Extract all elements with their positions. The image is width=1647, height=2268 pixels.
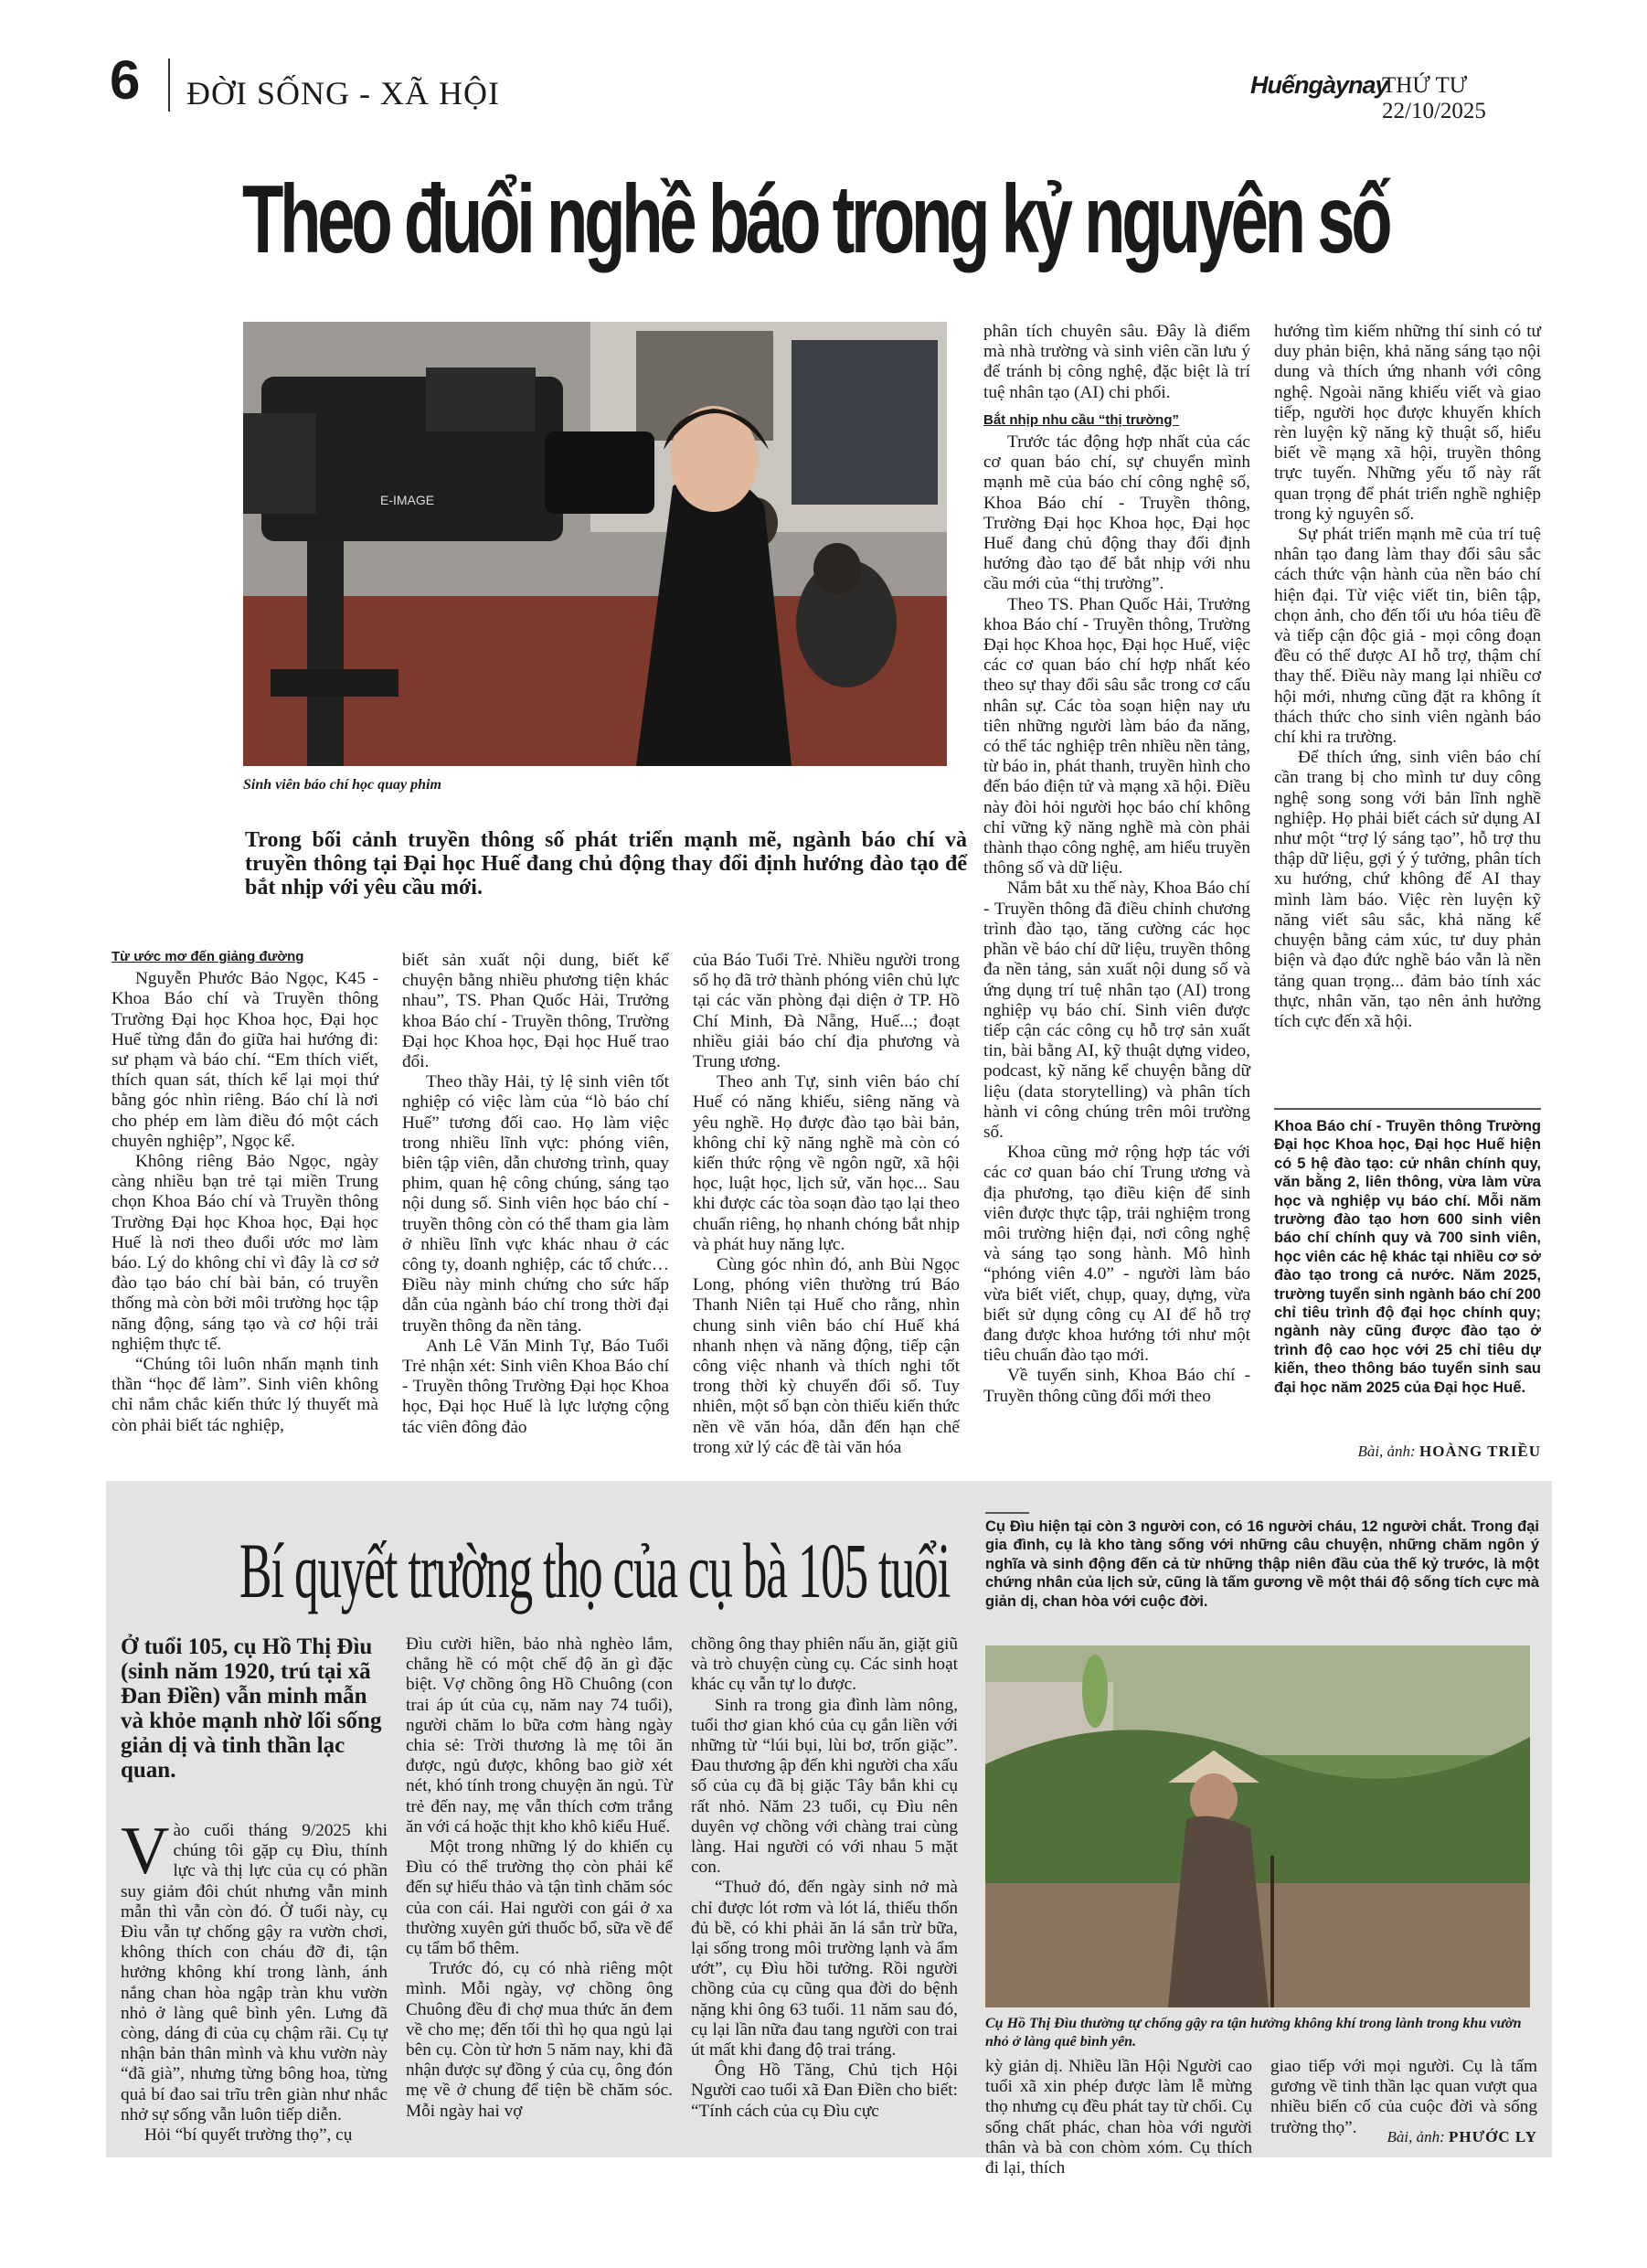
paragraph: Để thích ứng, sinh viên báo chí cần trang bị cho mình tư duy công nghệ song song với bản lĩnh nghề nghiệp. Họ phải biết cách sử dụng AI như một “trợ lý sáng tạo”, hỗ trợ thu thập dữ liệu, gợi ý ý tưởng, phân tích xu hướng, chứ không để AI thay mình làm báo. Việc rèn luyện kỹ năng viết sâu sắc, khả năng kể chuyện bằng cảm xúc, tư duy phản biện và đạo đức nghề báo vẫn là nền tảng quan trọng... đảm bảo tính xác thực, nhân văn, tạo nên ảnh hưởng tích cực đến xã hội. [1274, 748, 1541, 1031]
article2-lead: Ở tuổi 105, cụ Hồ Thị Đìu (sinh năm 1920, trú tại xã Đan Điền) vẫn minh mẫn và khỏe mạnh nhờ lối sống giản dị và tinh thần lạc quan. [121, 1634, 382, 1783]
paragraph: Hỏi “bí quyết trường thọ”, cụ [144, 2125, 353, 2146]
paragraph: phân tích chuyên sâu. Đây là điểm mà nhà trường và sinh viên cần lưu ý để tránh bị công nghệ, đặc biệt là trí tuệ nhân tạo (AI) chi phối. [983, 322, 1250, 402]
article2-col4 [985, 2057, 1252, 2178]
article1-col3 [693, 951, 960, 1458]
paragraph: biết sản xuất nội dung, biết kể chuyện bằng nhiều phương tiện khác nhau”, TS. Phan Quốc Hải, Trưởng khoa Báo chí - Truyền thông, Trường Đại học Khoa học, Đại học Huế trao đổi. [402, 951, 669, 1072]
paragraph: Trước đó, cụ có nhà riêng một mình. Mỗi ngày, vợ chồng ông Chuông đều đi chợ mua thức ăn đem về cho mẹ; đến tối thì họ qua ngủ lại bên cụ. Còn từ hơn 5 năm nay, khi đã nhận được sự đồng ý của cụ, ông đón mẹ về ở chung để tiện bề chăm sóc. Mỗi ngày hai vợ [406, 1959, 673, 2121]
article2-title: Bí quyết trường thọ của cụ bà 105 tuổi [239, 1527, 951, 1614]
paragraph: “Thuở đó, đến ngày sinh nở mà chỉ được lót rơm và lót lá, thiếu thốn đủ bề, có khi phải ăn lá sắn trừ bữa, lại sống trong môi trường lạnh và ẩm ướt”, cụ Đìu hồi tưởng. Rồi người chồng của cụ cũng qua đời do bệnh nặng khi ông 63 tuổi. 11 năm sau đó, cụ lại lần nữa đau tang người con trai út mất khi đang độ trai tráng. [691, 1878, 958, 2060]
paragraph: Sinh ra trong gia đình làm nông, tuổi thơ gian khó của cụ gắn liền với những từ “lúi bụi, lùi bơ, trốn giặc”. Đau thương ập đến khi người cha xấu số của cụ đã bị giặc Tây bắn khi cụ rất nhỏ. Năm 23 tuổi, cụ Đìu nên duyên vợ chồng với chàng trai cùng làng. Hai người có với nhau 5 mặt con. [691, 1695, 958, 1878]
paragraph: Cùng góc nhìn đó, anh Bùi Ngọc Long, phóng viên thường trú Báo Thanh Niên tại Huế cho rằng, nhìn chung sinh viên báo chí Huế khá nhanh nhẹn và năng động, tiếp cận công việc nhanh và thích nghi tốt trong thời kỳ chuyển đổi số. Tuy nhiên, một số bạn còn thiếu kiến thức nền về văn hóa, dẫn đến hạn chế trong xử lý các đề tài văn hóa [693, 1255, 960, 1457]
article1-col1 [112, 940, 378, 1436]
article1-byline [1274, 1443, 1541, 1461]
student-camera-photo [243, 322, 947, 766]
article2-col1 [121, 1814, 388, 2146]
paragraph-text: ào cuối tháng 9/2025 khi chúng tôi gặp cụ Đìu, thính lực và thị lực của cụ có phần suy giảm đôi chút nhưng vẫn minh mẫn thì vẫn còn đó. Ở tuổi này, cụ Đìu vẫn tự chống gậy ra vườn chơi, không thích con cháu đỡ đi, tận hưởng không khí trong lành, ánh nắng chan hòa ngập tràn khu vườn nhỏ ở làng quê bình yên. Lưng đã còng, dáng đi của cụ chậm rãi. Cụ tự nhận bản thân mình và khu vườn này “đã già”, nhưng từng bông hoa, từng quả bí đao sai trĩu trên giàn như nhắc nhở sự sống vẫn luôn tiếp diễn. [121, 1821, 388, 2124]
article2-col5 [1270, 2057, 1537, 2138]
byline-prefix: Bài, ảnh: [1387, 2128, 1445, 2146]
subhead-market: Bắt nhịp nhu cầu “thị trường” [983, 411, 1180, 428]
section-title: ĐỜI SỐNG - XÃ HỘI [186, 75, 500, 112]
paragraph: Theo anh Tự, sinh viên báo chí Huế có năng khiếu, siêng năng và yêu nghề. Họ được đào tạo bài bản, không chỉ kỹ năng nghề mà còn có kiến thức rộng về ngôn ngữ, xã hội học, luật học, lịch sử, văn học... Sau khi được các tòa soạn đào tạo lại theo chuẩn riêng, họ nhanh chóng bắt nhịp và phát huy năng lực. [693, 1072, 960, 1254]
paragraph: Ông Hồ Tăng, Chủ tịch Hội Người cao tuổi xã Đan Điền cho biết: “Tính cách của cụ Đìu cực [691, 2060, 958, 2121]
camera-brand-label: E-IMAGE [380, 493, 435, 507]
byline-author: PHƯỚC LY [1449, 2128, 1537, 2146]
paragraph: Nắm bắt xu thế này, Khoa Báo chí - Truyền thông đã điều chỉnh chương trình đào tạo, tăng cường các học phần về báo chí dữ liệu, truyền thông đa nền tảng, sản xuất nội dung số và ứng dụng trí tuệ nhân tạo (AI) trong nghiệp vụ báo chí. Sinh viên được tiếp cận các công cụ hỗ trợ sản xuất tin, bài bằng AI, kỹ thuật dựng video, podcast, kỹ năng kể chuyện bằng dữ liệu (data storytelling) và phân tích hành vi công chúng trên môi trường số. [983, 878, 1250, 1142]
paragraph [121, 1814, 388, 2125]
paragraph: Một trong những lý do khiến cụ Đìu có thể trường thọ còn phải kể đến sự hiếu thảo và tận tình chăm sóc của con cái. Hai người con gái ở xa thường xuyên gửi thuốc bổ, sữa về để cụ tẩm bổ thêm. [406, 1837, 673, 1959]
paragraph: chồng ông thay phiên nấu ăn, giặt giũ và trò chuyện cùng cụ. Các sinh hoạt khác cụ vẫn tự lo được. [691, 1634, 958, 1695]
paragraph: Về tuyển sinh, Khoa Báo chí - Truyền thông cũng đổi mới theo [983, 1366, 1250, 1406]
article2-photo-caption: Cụ Hồ Thị Đìu thường tự chống gậy ra tận hưởng không khí trong lành trong khu vườn nhỏ ở làng quê bình yên. [985, 2016, 1522, 2050]
paragraph: Sự phát triển mạnh mẽ của trí tuệ nhân tạo đang làm thay đổi sâu sắc cách thức vận hành của nền báo chí hiện đại. Từ việc viết tin, biên tập, chọn ảnh, cho đến tối ưu hóa tiêu đề và tiếp cận độc giả - mọi công đoạn đều có thể được AI hỗ trợ, thậm chí thay thế. Điều này mang lại nhiều cơ hội mới, nhưng cũng đặt ra không ít thách thức cho sinh viên ngành báo chí khi ra trường. [1274, 525, 1541, 748]
byline-author: HOÀNG TRIỀU [1419, 1443, 1541, 1460]
article1-box-divider [1274, 1108, 1541, 1110]
paragraph: Trước tác động hợp nhất của các cơ quan báo chí, sự chuyển mình mạnh mẽ của báo chí công nghệ số, Khoa Báo chí - Truyền thông, Trường Đại học Khoa học, Đại học Huế đang chủ động thay đổi định hướng đào tạo để bắt nhịp với nhu cầu mới của “thị trường”. [983, 432, 1250, 594]
paragraph: hướng tìm kiếm những thí sinh có tư duy phản biện, khả năng sáng tạo nội dung và thích ứng nhanh với công nghệ. Ngoài năng khiếu viết và giao tiếp, người học được khuyến khích rèn luyện kỹ năng kỹ thuật số, hiểu biết về mạng xã hội, truyền thông trực tuyến. Những yếu tố này rất quan trọng để phát triển nghề nghiệp trong kỷ nguyên số. [1274, 322, 1541, 524]
paragraph: Không riêng Bảo Ngọc, ngày càng nhiều bạn trẻ tại miền Trung chọn Khoa Báo chí và Truyền thông Trường Đại học Khoa học, Đại học Huế là nơi theo đuổi ước mơ làm báo. Lý do không chỉ vì đây là cơ sở đào tạo báo chí bài bản, có truyền thống mà còn bởi môi trường học tập năng động, sáng tạo và cơ hội trải nghiệm thực tế. [112, 1152, 378, 1354]
elderly-woman-photo [985, 1645, 1530, 2007]
subhead-dream: Từ ước mơ đến giảng đường [112, 949, 304, 964]
article2-byline [1270, 2128, 1537, 2146]
byline-prefix: Bài, ảnh: [1357, 1443, 1416, 1460]
article2-col2 [406, 1634, 673, 2122]
article2-col3 [691, 1634, 958, 2122]
page-header [110, 51, 1563, 124]
paragraph: Theo TS. Phan Quốc Hải, Trưởng khoa Báo chí - Truyền thông, Trường Đại học Khoa học, Đại học Huế, việc các cơ quan báo chí hợp nhất kéo theo sự thay đổi sâu sắc trong cơ cấu nhân sự. Các tòa soạn hiện nay ưu tiên những người làm báo đa năng, có thể tác nghiệp trên nhiều nền tảng, từ báo in, phát thanh, truyền hình cho đến báo điện tử và mạng xã hội. Điều này đòi hỏi người học báo chí không chỉ vững kỹ năng nghề mà còn phải thành thạo công nghệ, am hiểu truyền thông số và dữ liệu. [983, 594, 1250, 878]
article2-info-box: Cụ Đìu hiện tại còn 3 người con, có 16 người cháu, 12 người chắt. Trong đại gia đình, cụ là kho tàng sống với những câu chuyện, những chăm ngôn ý nghĩa và sinh động đến cả từ những thập niên đầu của thế kỷ trước, là một chứng nhân của lịch sử, cũng là tấm gương về một thái độ sống tích cực mà giản dị, chan hòa với cuộc đời. [985, 1518, 1539, 1610]
paragraph: Theo thầy Hải, tỷ lệ sinh viên tốt nghiệp có việc làm của “lò báo chí Huế” tương đối cao. Họ làm việc trong nhiều lĩnh vực: phóng viên, biên tập viên, dẫn chương trình, quay phim, quan hệ công chúng, sáng tạo nội dung số. Sinh viên học báo chí - truyền thông còn có thể tham gia làm ở nhiều lĩnh vực khác nhau ở các công ty, doanh nghiệp, các tổ chức… Điều này minh chứng cho sức hấp dẫn của ngành báo chí trong thời đại truyền thông đa nền tảng. [402, 1072, 669, 1336]
article1-photo-caption: Sinh viên báo chí học quay phim [243, 777, 441, 793]
paragraph: kỳ giản dị. Nhiều lần Hội Người cao tuổi xã xin phép được làm lễ mừng thọ nhưng cụ đều phát tay từ chối. Cụ sống chất phác, chan hòa với người thân và bà con chòm xóm. Cụ thích đi lại, thích [985, 2057, 1252, 2178]
article1-info-box: Khoa Báo chí - Truyền thông Trường Đại học Khoa học, Đại học Huế hiện có 5 hệ đào tạo: cử nhân chính quy, văn bằng 2, liên thông, vừa làm vừa học và nghiệp vụ báo chí. Mỗi năm trường đào tạo hơn 600 sinh viên báo chí chính quy và 700 sinh viên, học viên các hệ khác tại nhiều cơ sở đào tạo trong cả nước. Năm 2025, trường tuyển sinh ngành báo chí 200 chỉ tiêu trình độ đại học chính quy; ngành này cũng được đào tạo ở trình độ cao học với 25 chỉ tiêu dự kiến, theo thông báo tuyển sinh sau đại học năm 2025 của Đại học Huế. [1274, 1118, 1541, 1396]
article2-box-divider [985, 1512, 1029, 1514]
paragraph: của Báo Tuổi Trẻ. Nhiều người trong số họ đã trở thành phóng viên chủ lực tại các văn phòng đại diện ở TP. Hồ Chí Minh, Đà Nẵng, Huế...; đoạt nhiều giải báo chí địa phương và Trung ương. [693, 951, 960, 1072]
article1-col5 [1274, 322, 1541, 1032]
paragraph: “Chúng tôi luôn nhấn mạnh tinh thần “học để làm”. Sinh viên không chỉ nắm chắc kiến thức lý thuyết mà còn phải biết tác nghiệp, [112, 1355, 378, 1435]
paragraph: Khoa cũng mở rộng hợp tác với các cơ quan báo chí Trung ương và địa phương, tạo điều kiện để sinh viên được thực tập, trải nghiệm trong môi trường hiện đại, nơi công nghệ và sáng tạo song hành. Mô hình “phóng viên 4.0” - người làm báo vừa biết viết, chụp, quay, dựng, vừa biết sử dụng công cụ AI để hỗ trợ đang được khoa hướng tới như một tiêu chuẩn đào tạo mới. [983, 1143, 1250, 1366]
page-number: 6 [110, 49, 141, 111]
article1-col4 [983, 322, 1250, 1407]
paper-name: Huếngàynay [1250, 71, 1388, 99]
article1-title: Theo đuổi nghề báo trong kỷ nguyên số [242, 165, 1389, 273]
article1-lead: Trong bối cảnh truyền thông số phát triển mạnh mẽ, ngành báo chí và truyền thông tại Đại học Huế đang chủ động thay đổi định hướng đào tạo để bắt nhịp với yêu cầu mới. [245, 828, 967, 900]
header-divider [168, 59, 170, 112]
dropcap: V [121, 1814, 170, 1889]
paragraph: Nguyễn Phước Bảo Ngọc, K45 - Khoa Báo chí và Truyền thông Trường Đại học Khoa học, Đại học Huế từng đắn đo giữa hai hướng đi: sư phạm và báo chí. “Em thích viết, thích quan sát, thích kể lại mọi thứ bằng góc nhìn riêng. Báo chí là nơi cho phép em làm điều đó một cách chuyên nghiệp”, Ngọc kể. [112, 969, 378, 1151]
paragraph: giao tiếp với mọi người. Cụ là tấm gương về tinh thần lạc quan vượt qua nhiều biến cố của cuộc đời và sống trường thọ”. [1270, 2057, 1537, 2137]
article1-col2 [402, 951, 669, 1438]
paragraph: Đìu cười hiền, bảo nhà nghèo lắm, chẳng hề có một chế độ ăn gì đặc biệt. Vợ chồng ông Hồ Chuông (con trai áp út của cụ, năm nay 74 tuổi), người chăm lo bữa cơm hàng ngày chia sẻ: Trời thương là mẹ tôi ăn được, ngủ được, không bao giờ xét nét, khó tính trong chuyện ăn ngủ. Từ trẻ đến nay, mẹ vẫn thích cơm trắng ăn với cá hoặc thịt kho khô kiểu Huế. [406, 1634, 673, 1837]
issue-date: THỨ TƯ 22/10/2025 [1382, 73, 1486, 123]
paragraph: Anh Lê Văn Minh Tự, Báo Tuổi Trẻ nhận xét: Sinh viên Khoa Báo chí - Truyền thông Trường Đại học Khoa học, Đại học Huế là lực lượng cộng tác viên đông đảo [402, 1336, 669, 1437]
